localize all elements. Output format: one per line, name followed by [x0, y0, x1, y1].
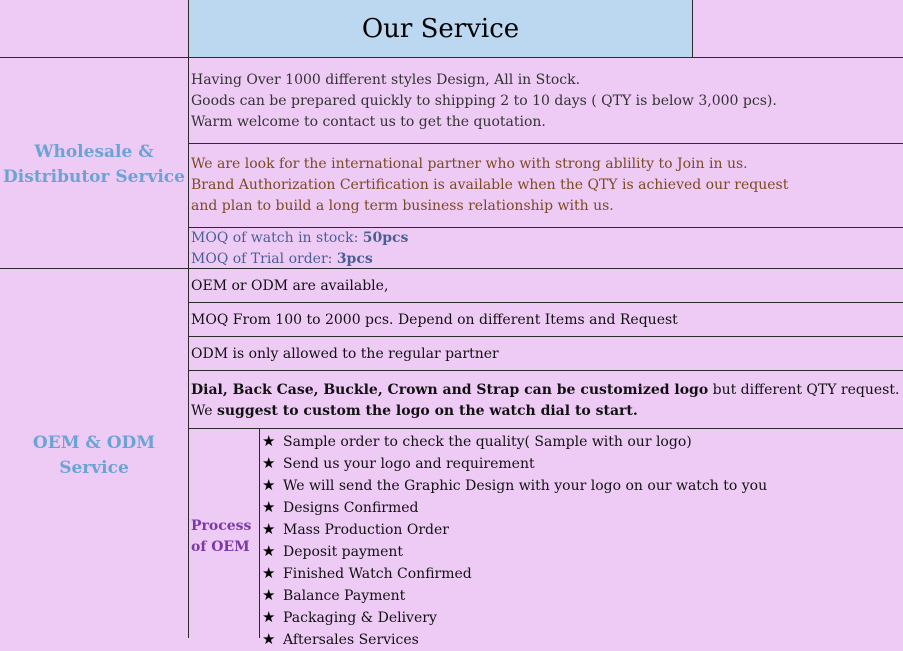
process-step — [262, 497, 767, 519]
star-icon: ★ — [262, 630, 276, 648]
divider — [188, 428, 903, 429]
process-step — [262, 563, 767, 585]
process-step-label: Balance Payment — [283, 588, 406, 604]
process-step — [262, 519, 767, 541]
suggestion-bold: suggest to custom the logo on the watch dial to start. — [216, 403, 638, 419]
divider — [0, 57, 903, 58]
moq-stock-value: 50pcs — [362, 230, 409, 246]
oem-moq-row: MOQ From 100 to 2000 pcs. Depend on different Items and Request — [191, 312, 678, 328]
process-step — [262, 607, 767, 629]
wholesale-label-line2: Distributor Service — [3, 167, 185, 187]
star-icon: ★ — [262, 586, 276, 604]
process-step — [262, 475, 767, 497]
moq-stock-line — [191, 228, 408, 249]
process-step-label: Packaging & Delivery — [283, 610, 437, 626]
partner-info-line: Brand Authorization Certification is available when the QTY is achieved our request — [191, 177, 789, 193]
wholesale-section-label — [0, 140, 188, 190]
divider — [188, 302, 903, 303]
process-label-line2: of OEM — [191, 539, 250, 555]
moq-trial-value: 3pcs — [336, 251, 373, 267]
star-icon: ★ — [262, 476, 276, 494]
oem-availability-row: OEM or ODM are available, — [191, 278, 389, 294]
moq-stock-label: MOQ of watch in stock: — [191, 230, 363, 246]
star-icon: ★ — [262, 564, 276, 582]
moq-trial-line — [191, 249, 373, 270]
process-step-label: Deposit payment — [283, 544, 404, 560]
star-icon: ★ — [262, 520, 276, 538]
wholesale-label-line1: Wholesale & — [34, 142, 154, 162]
customization-row — [191, 380, 899, 401]
odm-policy-row: ODM is only allowed to the regular partner — [191, 346, 499, 362]
oem-section-label — [0, 431, 188, 481]
process-step — [262, 585, 767, 607]
star-icon: ★ — [262, 542, 276, 560]
process-step-label: Send us your logo and requirement — [283, 456, 535, 472]
oem-label-line2: Service — [59, 458, 129, 478]
page-title: Our Service — [189, 0, 692, 57]
process-step-label: Designs Confirmed — [283, 500, 419, 516]
process-step — [262, 541, 767, 563]
process-step-label: Finished Watch Confirmed — [283, 566, 472, 582]
process-step-label: Mass Production Order — [283, 522, 449, 538]
process-label — [191, 516, 251, 558]
process-step-label: We will send the Graphic Design with your logo on our watch to you — [283, 478, 768, 494]
divider — [188, 143, 903, 144]
divider — [188, 0, 189, 638]
partner-info-line: We are look for the international partner who with strong ablility to Join in us. — [191, 156, 748, 172]
oem-label-line1: OEM & ODM — [32, 433, 156, 453]
process-step — [262, 629, 767, 651]
process-step-label: Sample order to check the quality( Sample with our logo) — [283, 434, 692, 450]
divider — [259, 428, 260, 638]
divider — [692, 0, 693, 58]
partner-info-line: and plan to build a long term business relationship with us. — [191, 198, 614, 214]
customization-bold: Dial, Back Case, Buckle, Crown and Strap can be customized logo — [191, 382, 709, 398]
stock-info-line: Goods can be prepared quickly to shipping 2 to 10 days ( QTY is below 3,000 pcs). — [191, 93, 777, 109]
process-label-line1: Process — [191, 518, 252, 534]
suggestion-lead: We — [191, 403, 217, 419]
suggestion-row — [191, 401, 638, 422]
moq-trial-label: MOQ of Trial order: — [191, 251, 337, 267]
customization-rest: but different QTY request. — [708, 382, 900, 398]
process-step — [262, 453, 767, 475]
star-icon: ★ — [262, 608, 276, 626]
stock-info-line: Having Over 1000 different styles Design, All in Stock. — [191, 72, 581, 88]
divider — [0, 268, 903, 269]
process-step — [262, 431, 767, 453]
star-icon: ★ — [262, 432, 276, 450]
process-step-label: Aftersales Services — [283, 632, 419, 648]
stock-info-line: Warm welcome to contact us to get the quotation. — [191, 114, 546, 130]
star-icon: ★ — [262, 454, 276, 472]
divider — [188, 370, 903, 371]
process-steps-list — [262, 431, 767, 651]
star-icon: ★ — [262, 498, 276, 516]
divider — [188, 336, 903, 337]
